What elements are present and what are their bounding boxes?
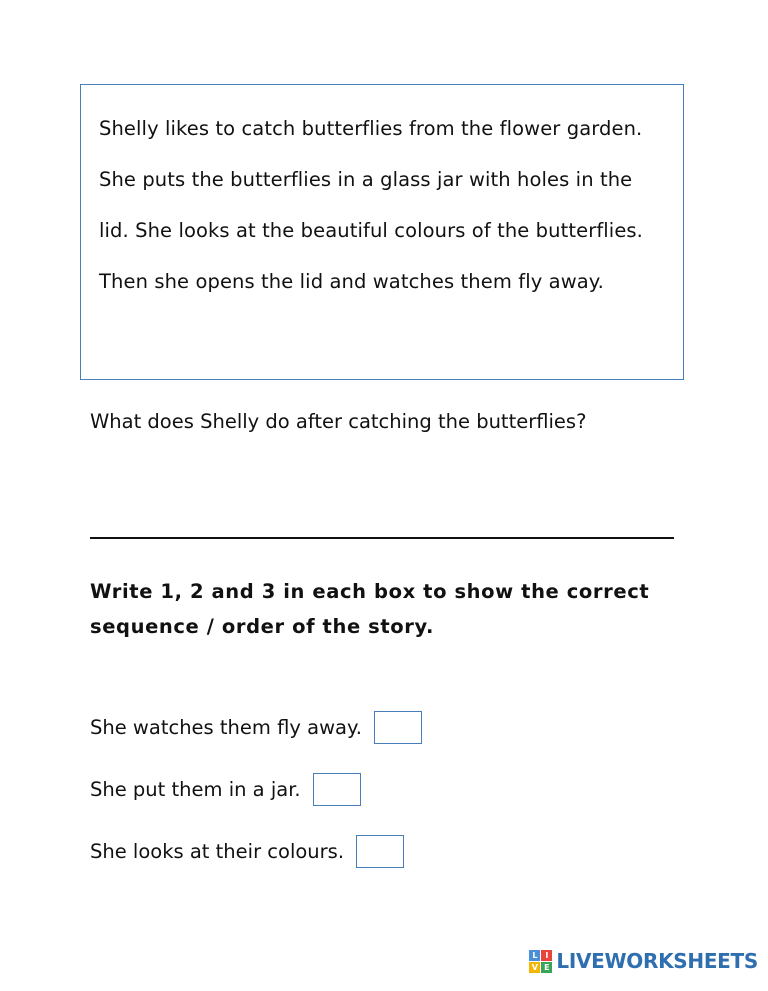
passage-box bbox=[80, 84, 684, 380]
sequence-item-label: She watches them fly away. bbox=[90, 715, 362, 739]
list-item bbox=[90, 758, 690, 820]
sequence-instruction: Write 1, 2 and 3 in each box to show the correct sequence / order of the story. bbox=[90, 580, 657, 638]
answer-write-line[interactable] bbox=[90, 537, 674, 539]
passage-text: Shelly likes to catch butterflies from the flower garden. She puts the butterflies in a glass jar with holes in the lid. She looks at the beautiful colours of the butterflies. Then she opens the lid and watches them fly away. bbox=[99, 117, 650, 293]
sequence-answer-box[interactable] bbox=[374, 711, 422, 744]
liveworksheets-logo-text: LIVEWORKSHEETS bbox=[556, 949, 758, 973]
logo-letter-v: V bbox=[529, 962, 540, 973]
liveworksheets-logo bbox=[529, 949, 758, 973]
sequence-list bbox=[90, 696, 690, 882]
list-item bbox=[90, 696, 690, 758]
sequence-answer-box[interactable] bbox=[313, 773, 361, 806]
logo-letter-e: E bbox=[541, 962, 552, 973]
liveworksheets-logo-icon bbox=[529, 950, 552, 973]
sequence-item-label: She put them in a jar. bbox=[90, 777, 301, 801]
logo-letter-l: L bbox=[529, 950, 540, 961]
comprehension-question: What does Shelly do after catching the butterflies? bbox=[90, 410, 587, 433]
list-item bbox=[90, 820, 690, 882]
logo-letter-i: I bbox=[541, 950, 552, 961]
sequence-answer-box[interactable] bbox=[356, 835, 404, 868]
sequence-item-label: She looks at their colours. bbox=[90, 839, 345, 863]
